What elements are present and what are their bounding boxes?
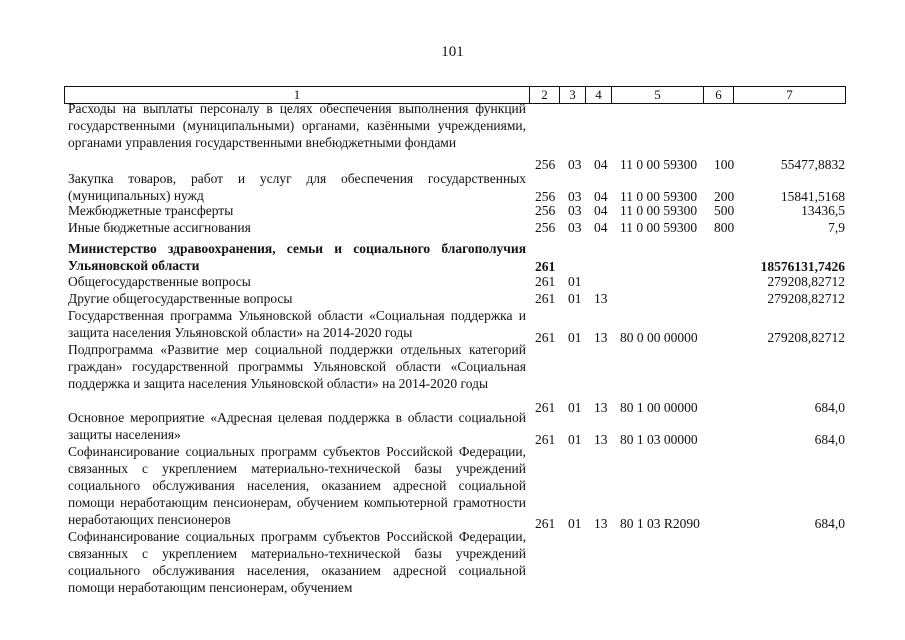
row-c2: 261 <box>535 259 556 274</box>
row-c4: 13 <box>594 330 608 345</box>
row-c4: 04 <box>594 220 608 235</box>
header-col-1: 1 <box>293 87 301 102</box>
row-c6: 200 <box>714 189 735 204</box>
row-c2: 256 <box>535 203 556 218</box>
row-description: Иные бюджетные ассигнования <box>68 220 251 235</box>
row-c2: 256 <box>535 189 556 204</box>
row-description: Межбюджетные трансферты <box>68 203 234 218</box>
row-description: Основное мероприятие «Адресная целевая поддержка в области социальной защиты населения» <box>68 410 526 442</box>
row-c4: 13 <box>594 432 608 447</box>
row-description: Софинансирование социальных программ субъектов Российской Федерации, связанных с укреплением материально-технической базы учреждений социального обслуживания населения, оказанием адресной социальной помощи неработающим пенсионерам, обучением компьютерной грамотности неработающих пенсионеров <box>68 444 526 527</box>
header-col-3: 3 <box>559 87 585 103</box>
table-row <box>0 100 905 172</box>
table-row <box>0 170 905 204</box>
row-description: Министерство здравоохранения, семьи и социального благополучия Ульяновской области <box>68 241 526 273</box>
row-c4: 04 <box>594 203 608 218</box>
row-c4: 13 <box>594 516 608 531</box>
row-c3: 03 <box>568 203 582 218</box>
row-c7: 13436,5 <box>801 203 845 218</box>
row-c7: 684,0 <box>814 400 845 415</box>
row-c5: 11 0 00 59300 <box>620 189 698 204</box>
row-description: Государственная программа Ульяновской области «Социальная поддержка и защита населения Ульяновской области» на 2014-2020 годы <box>68 308 526 340</box>
row-c3: 01 <box>568 330 582 345</box>
row-c6: 500 <box>714 203 735 218</box>
row-c7: 15841,5168 <box>780 189 845 204</box>
row-c2: 261 <box>535 400 556 415</box>
row-description: Расходы на выплаты персоналу в целях обеспечения выполнения функций государственными (муниципальными) органами, казёнными учреждениями, органами управления государственными внебюджетными фондами <box>68 101 526 150</box>
row-c2: 261 <box>535 291 556 306</box>
row-c5: 11 0 00 59300 <box>620 157 698 172</box>
row-c7: 279208,82712 <box>767 291 845 306</box>
header-col-6: 6 <box>703 87 733 103</box>
row-description: Другие общегосударственные вопросы <box>68 291 293 306</box>
row-c3: 03 <box>568 220 582 235</box>
row-description: Общегосударственные вопросы <box>68 274 251 289</box>
table-row <box>0 202 905 219</box>
table-row <box>0 341 905 415</box>
row-c5: 80 1 03 00000 <box>620 432 698 447</box>
table-row <box>0 443 905 531</box>
row-c4: 04 <box>594 189 608 204</box>
row-c7: 18576131,7426 <box>760 259 845 274</box>
row-c5: 11 0 00 59300 <box>620 203 698 218</box>
row-c2: 256 <box>535 220 556 235</box>
header-col-5: 5 <box>611 87 703 103</box>
row-c3: 01 <box>568 274 582 289</box>
table-row <box>0 409 905 447</box>
page-number: 101 <box>441 44 464 60</box>
header-col-2: 2 <box>529 87 559 103</box>
row-c2: 261 <box>535 274 556 289</box>
table-row <box>0 240 905 274</box>
row-c2: 261 <box>535 516 556 531</box>
row-description: Софинансирование социальных программ субъектов Российской Федерации, связанных с укреплением материально-технической базы учреждений социального обслуживания населения, оказанием адресной социальной помощи неработающим пенсионерам, обучением <box>68 529 526 595</box>
table-row <box>0 290 905 307</box>
row-c3: 01 <box>568 400 582 415</box>
row-c3: 01 <box>568 432 582 447</box>
row-c2: 261 <box>535 432 556 447</box>
row-c7: 7,9 <box>828 220 845 235</box>
row-c7: 279208,82712 <box>767 274 845 289</box>
table-row <box>0 307 905 345</box>
row-c2: 256 <box>535 157 556 172</box>
row-c3: 01 <box>568 291 582 306</box>
row-c5: 11 0 00 59300 <box>620 220 698 235</box>
row-description: Закупка товаров, работ и услуг для обеспечения государственных (муниципальных) нужд <box>68 171 526 203</box>
row-c7: 55477,8832 <box>780 157 845 172</box>
row-c7: 279208,82712 <box>767 330 845 345</box>
table-row <box>0 219 905 236</box>
row-c4: 13 <box>594 400 608 415</box>
row-c6: 800 <box>714 220 735 235</box>
row-c7: 684,0 <box>814 432 845 447</box>
row-c3: 03 <box>568 189 582 204</box>
row-c5: 80 1 03 R2090 <box>620 516 700 531</box>
row-c2: 261 <box>535 330 556 345</box>
header-col-4: 4 <box>585 87 611 103</box>
row-c5: 80 1 00 00000 <box>620 400 698 415</box>
row-description: Подпрограмма «Развитие мер социальной поддержки отдельных категорий граждан» государственной программы Ульяновской области «Социальная поддержка и защита населения Ульяновской области» на 2014-2020 годы <box>68 342 526 391</box>
row-c4: 04 <box>594 157 608 172</box>
row-c7: 684,0 <box>814 516 845 531</box>
row-c6: 100 <box>714 157 735 172</box>
row-c5: 80 0 00 00000 <box>620 330 698 345</box>
header-col-7: 7 <box>733 87 845 103</box>
row-c4: 13 <box>594 291 608 306</box>
table-row <box>0 273 905 290</box>
table-row <box>0 528 905 596</box>
row-c3: 01 <box>568 516 582 531</box>
row-c3: 03 <box>568 157 582 172</box>
